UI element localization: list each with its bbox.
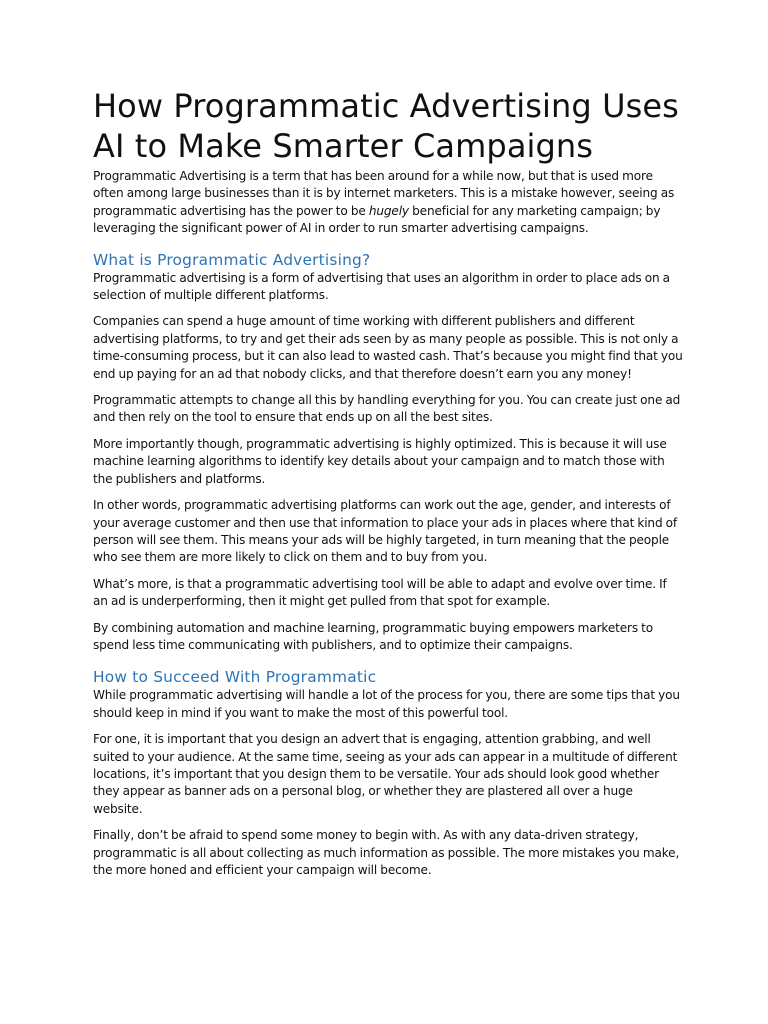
body-paragraph: In other words, programmatic advertising platforms can work out the age, gender, and interests of your average customer and then use that information to place your ads in places where that kind of person will see them. This means your ads will be highly targeted, in turn meaning that the people who see them are more likely to click on them and to buy from you.	[93, 498, 678, 565]
body-paragraph: More importantly though, programmatic advertising is highly optimized. This is because it will use machine learning algorithms to identify key details about your campaign and to match those with the publishers and platforms.	[93, 436, 667, 486]
body-paragraph: For one, it is important that you design an advert that is engaging, attention grabbing, and well suited to your audience. At the same time, seeing as your ads can appear in a multitude of different locations, it’s important that you design them to be versatile. Your ads should look good whether they appear as banner ads on a personal blog, or whether they are plastered all over a huge website.	[93, 732, 678, 816]
intro-text-end: beneficial for any marketing campaign; by leveraging the significant power of AI in order to run smarter advertising campaigns.	[93, 203, 661, 236]
body-paragraph: Programmatic attempts to change all this by handling everything for you. You can create just one ad and then rely on the tool to ensure that ends up on all the best sites.	[93, 393, 681, 425]
section-heading-how-to-succeed: How to Succeed With Programmatic	[93, 668, 377, 687]
document-title: How Programmatic Advertising Uses AI to Make Smarter Campaigns	[93, 87, 679, 165]
body-paragraph: Programmatic advertising is a form of advertising that uses an algorithm in order to place ads on a selection of multiple different platforms.	[93, 270, 670, 303]
body-paragraph: Finally, don’t be afraid to spend some money to begin with. As with any data-driven strategy, programmatic is all about collecting as much information as possible. The more mistakes you make, the more honed and efficient your campaign will become.	[93, 828, 680, 877]
intro-text-start: Programmatic Advertising is a term that has been around for a while now, but that is used more often among large businesses than it is by internet marketers. This is a mistake however, seeing as programmatic advertising has the power to be	[93, 169, 675, 218]
intro-paragraph	[93, 168, 683, 238]
intro-emphasis: hugely	[368, 203, 409, 218]
body-paragraph: Companies can spend a huge amount of time working with different publishers and different advertising platforms, to try and get their ads seen by as many people as possible. This is not only a time-consuming process, but it can also lead to wasted cash. That’s because you might find that you end up paying for an ad that nobody clicks, and that therefore doesn’t earn you any money!	[93, 314, 683, 381]
body-paragraph: By combining automation and machine learning, programmatic buying empowers marketers to spend less time communicating with publishers, and to optimize their campaigns.	[93, 620, 653, 652]
section-heading-what-is: What is Programmatic Advertising?	[93, 250, 371, 269]
body-paragraph: What’s more, is that a programmatic advertising tool will be able to adapt and evolve over time. If an ad is underperforming, then it might get pulled from that spot for example.	[93, 576, 667, 609]
body-paragraph: While programmatic advertising will handle a lot of the process for you, there are some tips that you should keep in mind if you want to make the most of this powerful tool.	[93, 688, 680, 720]
document-page	[93, 86, 683, 888]
